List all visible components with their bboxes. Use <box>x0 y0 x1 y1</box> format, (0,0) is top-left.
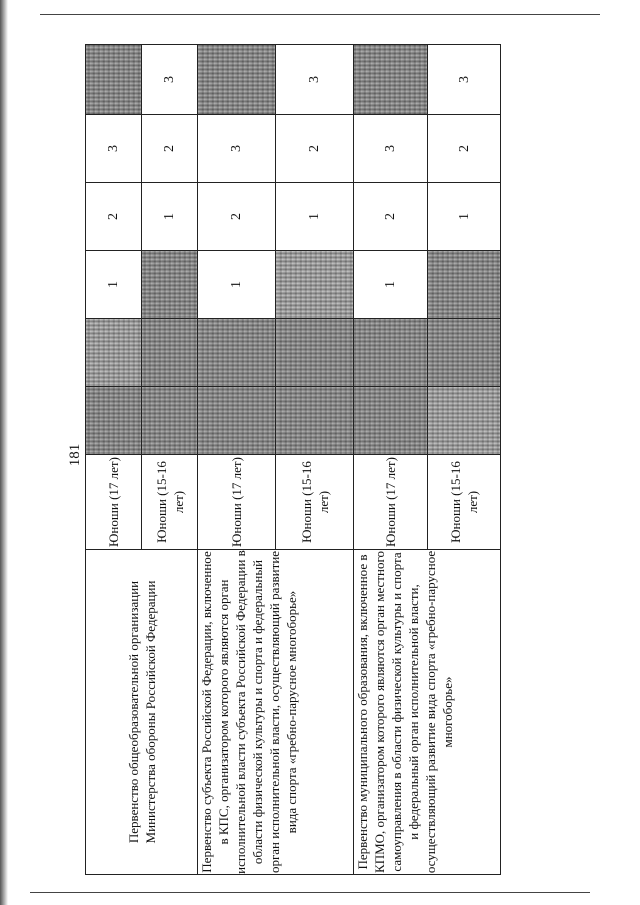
shaded-cell <box>354 319 428 387</box>
shaded-cell <box>198 319 276 387</box>
shaded-cell <box>276 387 354 455</box>
place-cell: 3 <box>354 115 428 183</box>
place-cell: 2 <box>428 115 501 183</box>
group-label: Юноши (17 лет) <box>354 455 428 550</box>
place-cell: 1 <box>276 183 354 251</box>
group-label: Юноши (15-16 лет) <box>142 455 198 550</box>
group-label: Юноши (17 лет) <box>86 455 142 550</box>
table-row <box>354 45 428 875</box>
shaded-cell <box>198 45 276 115</box>
bottom-rule <box>30 892 590 893</box>
shaded-cell <box>276 319 354 387</box>
shaded-cell <box>86 319 142 387</box>
scan-edge <box>0 0 8 905</box>
place-cell: 1 <box>354 251 428 319</box>
place-cell: 3 <box>86 115 142 183</box>
shaded-cell <box>86 45 142 115</box>
place-cell: 1 <box>86 251 142 319</box>
place-cell: 3 <box>198 115 276 183</box>
shaded-cell <box>86 387 142 455</box>
ranking-table <box>85 44 501 875</box>
shaded-cell <box>198 387 276 455</box>
shaded-cell <box>428 251 501 319</box>
shaded-cell <box>354 387 428 455</box>
competition-cell: Первенство субъекта Российской Федерации, включенное в КПС, организатором которого являются орган исполнительной власти субъекта Российской Федерации в области физической культуры и спорта и федеральный орган исполнительной власти, осуществляющий развитие вида спорта «гребно-парусное многоборье» <box>198 550 354 875</box>
shaded-cell <box>354 45 428 115</box>
place-cell: 1 <box>142 183 198 251</box>
rotated-table-page <box>65 45 500 875</box>
group-label: Юноши (15-16 лет) <box>276 455 354 550</box>
top-rule <box>40 14 600 15</box>
shaded-cell <box>428 387 501 455</box>
place-cell: 3 <box>142 45 198 115</box>
table-row <box>198 45 276 875</box>
competition-cell: Первенство муниципального образования, включенное в КПМО, организатором которого являются орган местного самоуправления в области физической культуры и спорта и федеральный орган исполнительной власти, осуществляющий развитие вида спорта «гребно-парусное многоборье» <box>354 550 501 875</box>
place-cell: 3 <box>276 45 354 115</box>
place-cell: 2 <box>276 115 354 183</box>
group-label: Юноши (15-16 лет) <box>428 455 501 550</box>
table-row <box>86 45 142 875</box>
group-label: Юноши (17 лет) <box>198 455 276 550</box>
place-cell: 2 <box>142 115 198 183</box>
shaded-cell <box>428 319 501 387</box>
place-cell: 2 <box>354 183 428 251</box>
shaded-cell <box>276 251 354 319</box>
place-cell: 2 <box>86 183 142 251</box>
place-cell: 1 <box>198 251 276 319</box>
place-cell: 2 <box>198 183 276 251</box>
place-cell: 3 <box>428 45 501 115</box>
competition-cell: Первенство общеобразовательной организации Министерства обороны Российской Федерации <box>86 550 198 875</box>
shaded-cell <box>142 387 198 455</box>
shaded-cell <box>142 251 198 319</box>
page-number: 181 <box>67 443 83 467</box>
shaded-cell <box>142 319 198 387</box>
place-cell: 1 <box>428 183 501 251</box>
